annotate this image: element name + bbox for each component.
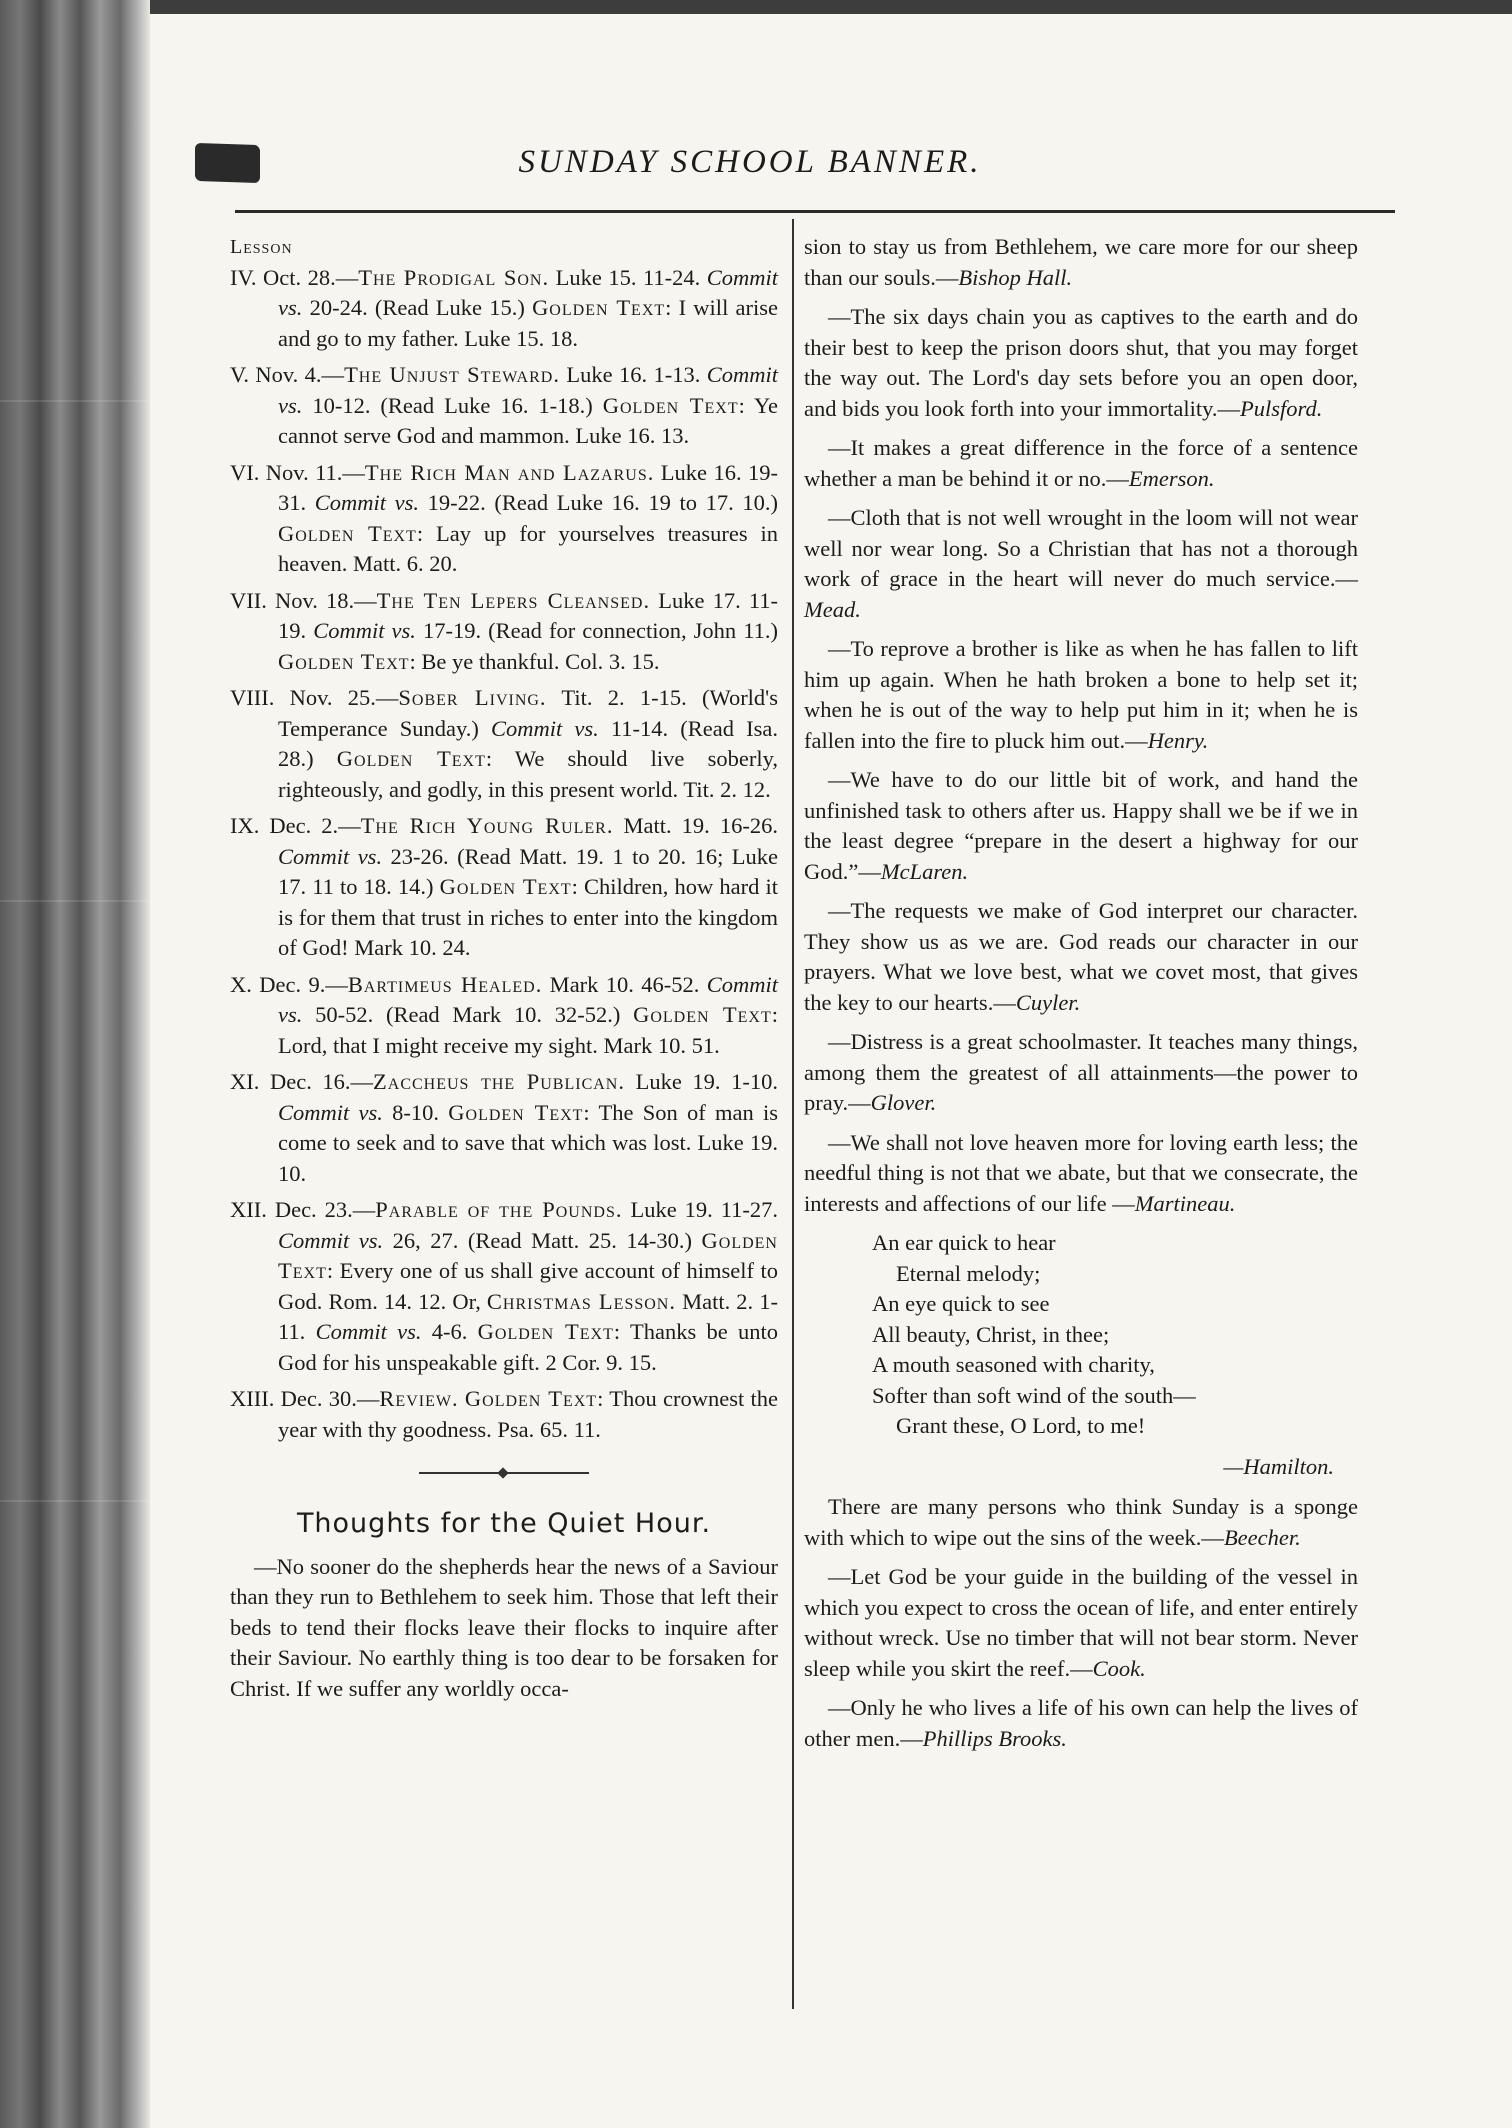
lesson-reading: 8-10.	[382, 1099, 449, 1125]
golden-text: : I will arise and go to my father. Luke 15. 18.	[278, 295, 778, 351]
lesson-entry	[230, 683, 778, 805]
ornament-diamond	[497, 1467, 508, 1478]
lesson-number: IV.	[230, 264, 257, 290]
lesson-title: Zaccheus the Publican.	[373, 1069, 625, 1094]
lesson-reference: Luke 15. 11-24.	[549, 264, 707, 290]
lesson-entry	[230, 1067, 778, 1189]
quote-author: Henry.	[1147, 727, 1209, 753]
quote-author: Cuyler.	[1015, 989, 1081, 1015]
poem	[872, 1228, 1358, 1442]
golden-text-label: Golden Text	[336, 746, 486, 771]
lesson-reference: Tit. 2. 1-15. (World's Temperance Sunday.)	[278, 685, 778, 741]
lesson-reading: 10-12. (Read Luke 16. 1-18.)	[302, 392, 603, 418]
quote-author: Emerson.	[1128, 465, 1215, 491]
lesson-reading: 23-26. (Read Matt. 19. 1 to 20. 16; Luke 17. 11 to 18. 14.)	[278, 843, 779, 899]
golden-text-label: Golden Text	[477, 1319, 614, 1344]
quote-author: Martineau.	[1134, 1190, 1236, 1216]
lesson-entry	[230, 970, 778, 1062]
quote-author: Glover.	[870, 1090, 937, 1115]
golden-text: : Thou crownest the year with thy goodness. Psa. 65. 11.	[278, 1386, 778, 1442]
lesson-number: VI.	[230, 459, 260, 485]
quote-paragraph: —Cloth that is not well wrought in the loom will not wear well nor wear long. So a Christian that has not a thorough work of grace in the heart will never do much service.—Mead.	[804, 505, 1358, 622]
golden-text: : Thanks be unto God for his unspeakable gift. 2 Cor. 9. 15.	[278, 1319, 779, 1375]
lesson-date: Nov. 25.—	[289, 685, 399, 710]
golden-text: : Lay up for yourselves treasures in heaven. Matt. 6. 20.	[278, 520, 779, 576]
lesson-title: Sober Living.	[398, 685, 547, 710]
lesson-date: Nov. 11.—	[265, 459, 365, 485]
poem-line: All beauty, Christ, in thee;	[872, 1321, 1110, 1347]
golden-text: : Every one of us shall give account of himself to God. Rom. 14. 12. Or,	[278, 1258, 778, 1314]
quote-paragraph: —To reprove a brother is like as when he has fallen to lift him up again. When he hath broken a bone to help set it; when he is out of the way to help put him in it; when he is fallen into the fire to pluck him out.—Henry.	[804, 636, 1358, 753]
lesson-reading: 19-22. (Read Luke 16. 19 to 17. 10.)	[419, 490, 779, 515]
lesson-reference: Mark 10. 46-52.	[542, 971, 707, 997]
lesson-title: Bartimeus Healed.	[347, 971, 543, 997]
quote-paragraph: —We have to do our little bit of work, and hand the unfinished task to others after us. Happy shall we be if we in the least degree “prepare in the desert a highway for our God.”—McLaren.	[804, 767, 1358, 884]
lesson-reading: 50-52. (Read Mark 10. 32-52.)	[302, 1002, 634, 1027]
commit-label: Commit vs.	[278, 971, 779, 1027]
lesson-entry	[230, 360, 778, 452]
quiet-hour-paragraph: —No sooner do the shepherds hear the news of a Saviour than they run to Bethlehem to seek him. Those that left their beds to tend their flocks leave their flocks to inquire after their Saviour. No earthly thing is too dear to be forsaken for Christ. If we suffer any worldly occa-	[230, 1553, 778, 1701]
lesson-entry	[230, 811, 778, 964]
commit-label: Commit vs.	[278, 843, 383, 869]
right-column	[804, 232, 1358, 1763]
lesson-entry	[230, 458, 778, 580]
poem-line: An ear quick to hear	[872, 1230, 1056, 1255]
lesson-number: V.	[230, 362, 249, 387]
lesson-title: Parable of the Pounds.	[375, 1197, 623, 1222]
section-ornament	[419, 1467, 589, 1479]
lesson-number: VII.	[230, 587, 267, 613]
lesson-reading: 26, 27. (Read Matt. 25. 14-30.)	[383, 1227, 702, 1253]
quote-author: Beecher.	[1223, 1524, 1301, 1550]
quote-author: Cook.	[1092, 1655, 1146, 1681]
lesson-reading: 17-19. (Read for connection, John 11.)	[415, 618, 779, 643]
lesson-reference: Matt. 2. 1-11.	[278, 1288, 778, 1344]
lesson-entry	[230, 1384, 778, 1445]
lesson-entry	[230, 586, 778, 678]
golden-text: : We should live soberly, righteously, and godly, in this present world. Tit. 2. 12.	[278, 746, 778, 802]
lesson-date: Nov. 18.—	[275, 587, 377, 613]
quote-paragraph: —We shall not love heaven more for loving earth less; the needful thing is not that we abate, but that we consecrate, the interests and affections of our life —Martineau.	[804, 1129, 1358, 1216]
book-spine	[0, 0, 150, 2128]
quote-author: Pulsford.	[1240, 395, 1323, 421]
golden-text-label: Golden Text	[602, 392, 739, 418]
quote-author: Phillips Brooks.	[922, 1725, 1067, 1751]
poem-line: Grant these, O Lord, to me!	[896, 1413, 1146, 1438]
quote-paragraph: There are many persons who think Sunday is a sponge with which to wipe out the sins of the week.—Beecher.	[804, 1494, 1358, 1550]
lesson-reference: Luke 16. 19-31.	[278, 459, 778, 515]
lesson-date: Dec. 2.—	[269, 813, 361, 838]
running-head: SUNDAY SCHOOL BANNER.	[518, 144, 982, 180]
commit-label: Commit vs.	[313, 618, 416, 643]
lesson-title: The Ten Lepers Cleansed.	[376, 587, 651, 613]
page	[150, 14, 1512, 2128]
lesson-alt-title: Christmas Lesson.	[486, 1288, 676, 1314]
lesson-reference: Luke 17. 11-19.	[278, 587, 779, 643]
golden-text-label: Golden Text	[278, 1227, 778, 1283]
header-rule	[235, 210, 1395, 213]
lesson-title: The Unjust Steward.	[344, 362, 560, 387]
commit-label: Commit vs.	[315, 1319, 422, 1344]
lesson-entry	[230, 263, 778, 355]
lesson-number: XI.	[230, 1069, 260, 1094]
left-column	[230, 232, 778, 1713]
lesson-title: The Rich Young Ruler.	[360, 813, 614, 838]
golden-text-label: Golden Text	[278, 648, 410, 674]
poem-author: —Hamilton.	[1223, 1453, 1334, 1479]
quote-paragraph: —Distress is a great schoolmaster. It teaches many things, among them the greatest of all attainments—the power to pray.—Glover.	[804, 1029, 1358, 1115]
lesson-number: XIII.	[230, 1386, 275, 1411]
lesson-date: Dec. 23.—	[274, 1197, 376, 1222]
golden-text-label: Golden Text	[464, 1386, 598, 1411]
poem-line: An eye quick to see	[872, 1291, 1050, 1316]
poem-line: Softer than soft wind of the south—	[872, 1382, 1196, 1408]
commit-label: Commit vs.	[278, 362, 779, 418]
lesson-date: Oct. 28.—	[262, 264, 359, 290]
lesson-number: VIII.	[230, 685, 275, 710]
lesson-number: IX.	[230, 813, 260, 838]
quote-paragraph: —It makes a great difference in the force of a sentence whether a man be behind it or no.—Emerson.	[804, 435, 1358, 491]
lesson-reading: 20-24. (Read Luke 15.)	[302, 295, 533, 320]
lesson-reference: Luke 19. 1-10.	[624, 1069, 778, 1094]
golden-text-label: Golden Text	[633, 1002, 772, 1027]
quote-paragraph: —The requests we make of God interpret our character. They show us as we are. God reads our character in our prayers. What we love best, what we covet most, that gives the key to our hearts.—Cuyler.	[804, 898, 1358, 1015]
lesson-reference: Luke 16. 1-13.	[559, 362, 707, 387]
commit-label: Commit vs.	[278, 1099, 383, 1125]
lesson-title: Review.	[379, 1386, 459, 1411]
quote-paragraph: —Let God be your guide in the building of the vessel in which you expect to cross the ocean of life, and enter entirely without wreck. Use no timber that will not bear storm. Never sleep while you skirt the reef.—Cook.	[804, 1564, 1358, 1681]
golden-text: : Ye cannot serve God and mammon. Luke 16. 13.	[278, 392, 778, 448]
quote-author: Bishop Hall.	[958, 264, 1073, 290]
lesson-reading: 11-14. (Read Isa. 28.)	[278, 715, 778, 771]
lesson-reference: Luke 19. 11-27.	[622, 1197, 779, 1222]
lesson-date: Dec. 30.—	[280, 1386, 380, 1411]
lesson-date: Dec. 16.—	[269, 1069, 374, 1094]
lesson-heading: Lesson	[230, 236, 293, 258]
lesson-reference: Matt. 19. 16-26.	[613, 813, 778, 838]
poem-line: Eternal melody;	[896, 1260, 1041, 1286]
golden-text-label: Golden Text	[278, 520, 417, 546]
page-number: 750	[195, 143, 260, 183]
commit-label: Commit vs.	[278, 1227, 384, 1253]
commit-label: Commit vs.	[314, 490, 420, 515]
lesson-title: The Rich Man and Lazarus.	[364, 459, 655, 485]
lesson-number: X.	[230, 971, 252, 997]
quote-paragraph: sion to stay us from Bethlehem, we care more for our sheep than our souls.—Bishop Hall.	[804, 234, 1358, 290]
golden-text: : Children, how hard it is for them that trust in riches to enter into the kingdom of God! Mark 10. 24.	[278, 874, 778, 960]
golden-text: : Lord, that I might receive my sight. Mark 10. 51.	[278, 1002, 778, 1058]
lesson-date: Dec. 9.—	[259, 971, 348, 997]
quote-author: McLaren.	[880, 858, 969, 884]
golden-text-label: Golden Text	[448, 1099, 584, 1125]
column-divider	[792, 219, 794, 2009]
lesson-date: Nov. 4.—	[255, 362, 345, 387]
poem-line: A mouth seasoned with charity,	[872, 1352, 1155, 1377]
lesson-entry	[230, 1195, 778, 1378]
golden-text-label: Golden Text	[439, 874, 572, 899]
lesson-number: XII.	[230, 1197, 267, 1222]
commit-label: Commit vs.	[278, 264, 779, 320]
commit-label: Commit vs.	[491, 715, 599, 741]
quote-author: Mead.	[804, 596, 861, 622]
quote-paragraph: —The six days chain you as captives to the earth and do their best to keep the prison doors shut, that you may forget the way out. The Lord's day sets before you an open door, and bids you look forth into your immortality.—Pulsford.	[804, 304, 1358, 421]
section-title: Thoughts for the Quiet Hour.	[296, 1508, 712, 1539]
lesson-title: The Prodigal Son.	[358, 264, 550, 290]
quote-paragraph: —Only he who lives a life of his own can help the lives of other men.—Phillips Brooks.	[804, 1695, 1358, 1751]
golden-text: : The Son of man is come to seek and to save that which was lost. Luke 19. 10.	[278, 1099, 779, 1186]
lesson-reading: 4-6.	[421, 1319, 478, 1344]
lesson-list	[230, 263, 778, 1446]
golden-text-label: Golden Text	[532, 295, 666, 320]
golden-text: : Be ye thankful. Col. 3. 15.	[409, 648, 660, 674]
